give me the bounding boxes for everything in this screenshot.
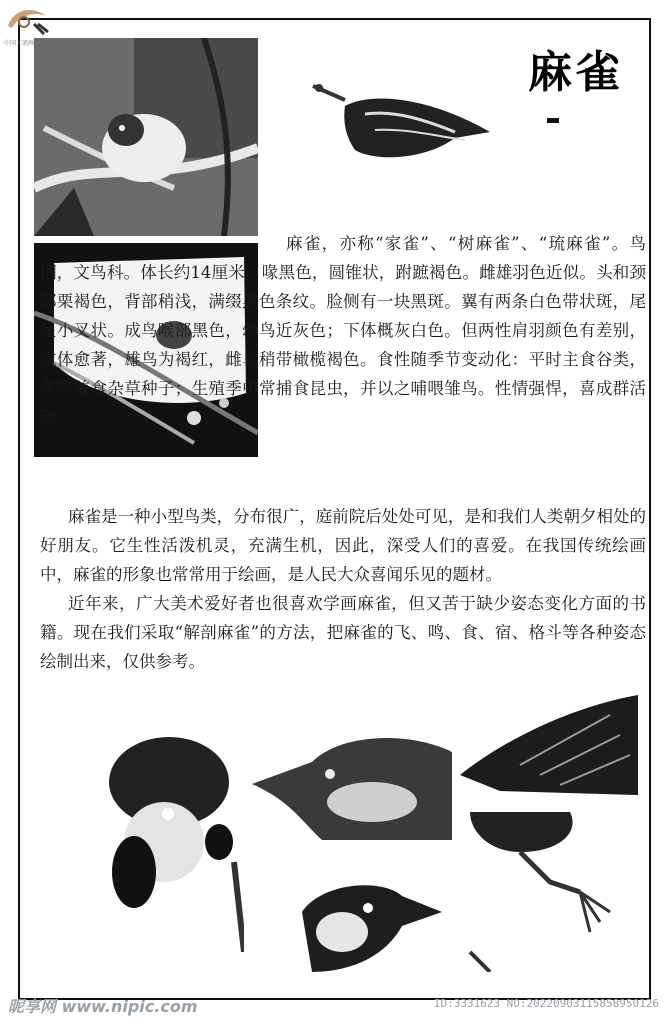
photo-sparrow-beak-closeup bbox=[282, 872, 452, 977]
photo-sparrow-head-side bbox=[252, 722, 452, 840]
watermark-id: ID:3331623 NO:20220903115858950126 bbox=[433, 997, 659, 1010]
watermark-site: 昵享网 www.nipic.com bbox=[8, 997, 198, 1016]
brush-logo-icon bbox=[4, 4, 52, 38]
photo-sparrow-wing bbox=[460, 695, 638, 805]
photo-sparrow-flying bbox=[305, 80, 500, 170]
corner-logo-caption: 中国工笔画 bbox=[4, 40, 35, 47]
photo-sparrow-on-branch bbox=[34, 38, 258, 236]
paragraph-3: 近年来，广大美术爱好者也很喜欢学画麻雀，但又苦于缺少姿态变化方面的书籍。现在我们采取“解剖麻雀”的方法，把麻雀的飞、鸣、食、宿、格斗等各种姿态绘制出来，仅供参考。 bbox=[40, 594, 646, 671]
seal-mark bbox=[547, 118, 559, 123]
page-title: 麻雀 bbox=[528, 47, 624, 98]
paragraph-1: 麻雀，亦称“家雀”、“树麻雀”、“琉麻雀”。鸟纲，文鸟科。体长约14厘米。喙黑色，圆锥状，跗蹠褐色。雌雄羽色近似。头和颈部栗褐色，背部稍浅，满缀黑色条纹。脸侧有一块黑斑。翼有两条白色带状斑，尾呈小叉状。成鸟喉部黑色，幼鸟近灰色；下体概灰白色。但两性肩羽颜色有差别，成体愈著，雄鸟为褐红，雌鸟稍带橄榄褐色。食性随季节变动化：平时主食谷类，冬时兼食杂草种子；生殖季中常捕食昆虫，并以之哺喂雏鸟。性情强悍，喜成群活动。 bbox=[40, 234, 646, 427]
photo-sparrow-foot bbox=[460, 812, 638, 972]
paragraph-2: 麻雀是一种小型鸟类，分布很广，庭前院后处处可见，是和我们人类朝夕相处的好朋友。它生性活泼机灵，充满生机，因此，深受人们的喜爱。在我国传统绘画中，麻雀的形象也常常用于绘画，是人民大众喜闻乐见的题材。 bbox=[40, 507, 646, 584]
photo-sparrow-head-front bbox=[94, 722, 244, 952]
